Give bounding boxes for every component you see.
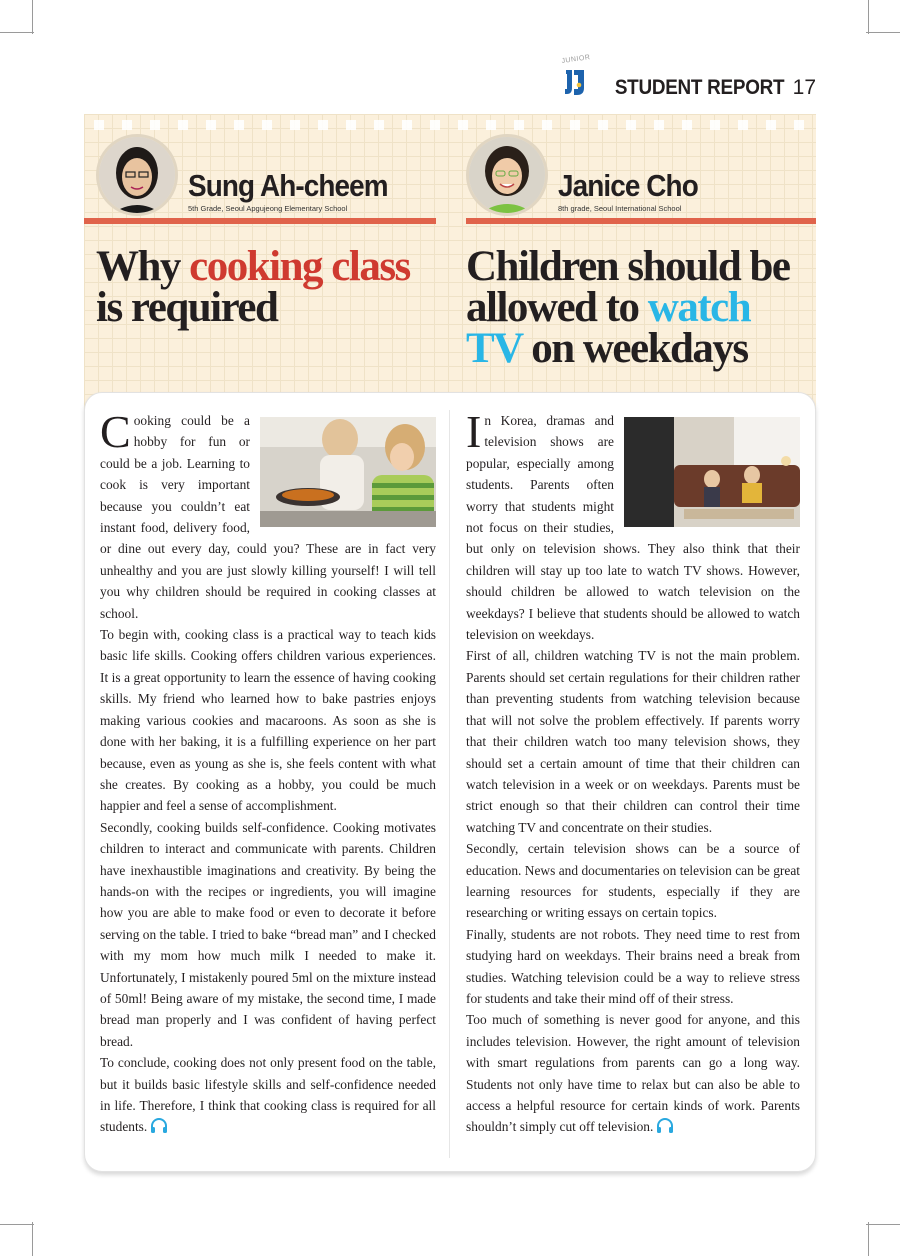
header-title: STUDENT REPORT — [615, 76, 785, 99]
paragraph: To conclude, cooking does not only present food on the table, but it builds basic lifestyle skills and self-confidence needed in life. Therefore, I think that cooking class is required for all students. — [100, 1052, 436, 1141]
paragraph: Cooking could be a hobby for fun or could be a job. Learning to cook is very important because you couldn’t eat instant food, delivery food, or dine out every day, could you? These are in fact very unhealthy and you are just slowly killing yourself! I will tell you why children should be required in cooking classes at school. — [100, 406, 436, 621]
paragraph: In Korea, dramas and television shows are popular, especially among students. Parents often worry that students might not focus on their studies, but only on television shows. They also think that their children will stay up too late to watch TV shows. However, should children be allowed to watch television on the weekdays? I believe that students should be allowed to watch television on weekdays. — [466, 406, 800, 643]
left-rule — [84, 218, 436, 224]
crop-mark — [866, 32, 900, 33]
author-school: 8th grade, Seoul International School — [558, 204, 682, 213]
junior-logo-icon — [561, 54, 592, 98]
paragraph: Secondly, cooking builds self-confidence. Cooking motivates children to interact and communicate with parents. Children have inexhaustible imaginations and creativity. By being the hands-on with the recipes or ingredients, you will imagine how you are able to make food or even to decorate it before serving on the table. I tried to bake “bread man” and I checked with my mom how much milk I needed to make it. Unfortunately, I mistakenly poured 5ml on the mixture instead of 50ml! Being aware of my mistake, the second time, I made bread man properly and I was confident of having perfect bread. — [100, 819, 436, 1049]
paragraph: Too much of something is never good for anyone, and this includes television. However, the right amount of television with smart regulations from parents can go a long way. Students not only have time to relax but can also be able to access a helpful resource for certain kinds of work. Parents shouldn’t simply cut off television. — [466, 1009, 800, 1140]
paragraph: First of all, children watching TV is not the main problem. Parents should set certain regulations for their children rather than preventing students from watching television because that will not solve the problem effectively. If parents worry that their children watch too many television shows, they should set a certain amount of time that their children can watch television in a week or on weekdays. Parents must be strict enough so that their children can control their time watching TV and concentrate on their studies. — [466, 648, 800, 835]
drop-cap: I — [466, 406, 482, 457]
left-author — [84, 134, 436, 218]
paragraph: To begin with, cooking class is a practical way to teach kids basic life skills. Cooking offers children various experiences. It is a great opportunity to learn the essence of having cooking skills. My friend who learned how to bake pastries enjoys making various cookies and macaroons. As soon as she is done with her baking, it is a fulfilling experience on her part because, even as young as she is, she feels content with what she creates. By cooking as a hobby, you could be much happier and feel a sense of accomplishment. — [100, 627, 436, 814]
author-school: 5th Grade, Seoul Apgujeong Elementary School — [188, 204, 348, 213]
crop-mark — [32, 1222, 33, 1256]
tv-photo — [624, 417, 800, 527]
headphones-icon — [150, 1118, 168, 1140]
headline-highlight: watch TV — [466, 284, 751, 372]
crop-mark — [868, 1222, 869, 1256]
film-strip-decoration — [84, 120, 816, 130]
right-author — [454, 134, 806, 218]
crop-mark — [0, 32, 34, 33]
drop-cap: C — [100, 406, 131, 457]
column-divider — [449, 410, 450, 1158]
avatar — [96, 134, 178, 216]
headline-highlight: cooking class — [189, 243, 410, 290]
crop-mark — [866, 1224, 900, 1225]
left-headline: Why cooking class is required — [96, 243, 410, 331]
page-number: 17 — [792, 76, 816, 99]
paragraph: Secondly, certain television shows can be a source of education. News and documentaries on television can be great learning resources for students, especially if they are researching or writing essays on certain topics. — [466, 841, 800, 921]
right-article — [466, 406, 800, 1141]
author-name: Sung Ah-cheem — [188, 168, 388, 203]
right-headline: Children should be allowed to watch TV on weekdays — [466, 243, 790, 372]
left-article — [100, 406, 436, 1141]
page-header — [561, 54, 816, 99]
right-rule — [466, 218, 816, 224]
crop-mark — [32, 0, 33, 34]
logo-text: JUNIOR — [561, 54, 592, 65]
headphones-icon — [656, 1118, 674, 1140]
author-name: Janice Cho — [558, 168, 698, 203]
paragraph: Finally, students are not robots. They need time to rest from studying hard on weekdays. Their brains need a break from studies. Watching television could be a way to relieve stress for students and take their mind off of their stress. — [466, 926, 800, 1006]
crop-mark — [0, 1224, 34, 1225]
cooking-photo — [260, 417, 436, 527]
crop-mark — [868, 0, 869, 34]
avatar — [466, 134, 548, 216]
